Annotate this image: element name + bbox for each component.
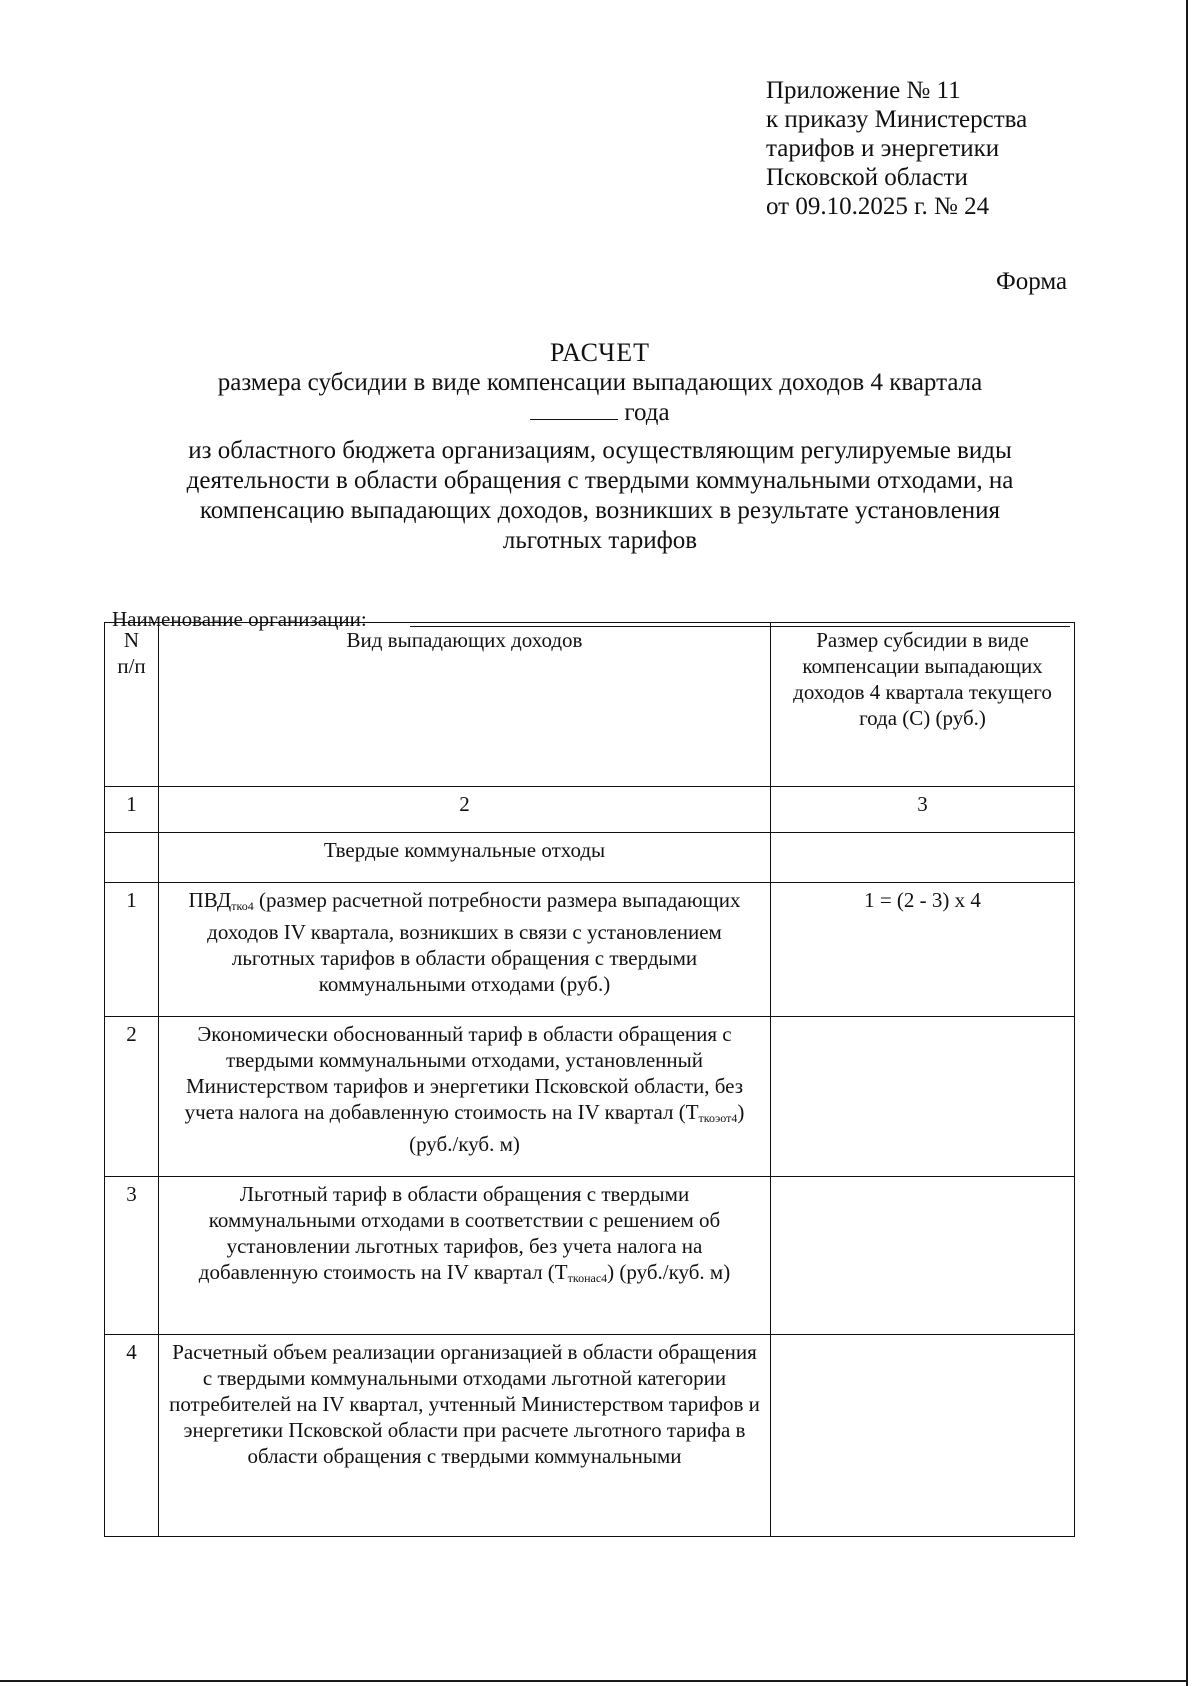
form-label: Форма — [996, 268, 1068, 295]
appendix-ministry: тарифов и энергетики — [766, 135, 1000, 162]
title-line-2: из областного бюджета организациям, осуществляющим регулируемые виды — [188, 437, 1012, 464]
appendix-header — [766, 76, 1166, 221]
row-value: 1 = (2 - 3) х 4 — [771, 883, 1075, 1017]
row-text-post: ) (руб./куб. м) — [409, 1100, 745, 1156]
appendix-number: Приложение № 11 — [766, 77, 961, 104]
table-row — [105, 1335, 1075, 1537]
title-line-1: размера субсидии в виде компенсации выпадающих доходов 4 квартала — [217, 369, 983, 396]
title-line-3: деятельности в области обращения с твердыми коммунальными отходами, на — [186, 467, 1014, 494]
appendix-date: от 09.10.2025 г. № 24 — [766, 193, 990, 220]
header-subsidy-amount: Размер субсидии в виде компенсации выпадающих доходов 4 квартала текущего года (С) (руб.) — [771, 623, 1075, 787]
table-row — [105, 1177, 1075, 1335]
row-value — [771, 1177, 1075, 1335]
title-line-4: компенсацию выпадающих доходов, возникших в результате установления — [199, 497, 1001, 524]
row-text-pre: Экономически обоснованный тариф в области обращения с твердыми коммунальными отходами, установленный Министерством тарифов и энергетики Псковской области, без учета налога на добавленную стоимость на IV квартал (Т — [184, 1022, 744, 1124]
title-year-suffix: года — [624, 399, 670, 426]
table-section-row — [105, 833, 1075, 883]
title-year-line — [100, 398, 1100, 428]
scan-edge-right — [1186, 0, 1188, 1686]
title-line-5: льготных тарифов — [502, 527, 698, 554]
row-text-pre: Льготный тариф в области обращения с твердыми коммунальными отходами в соответствии с решением об установлении льготных тарифов, без учета налога на добавленную стоимость на IV квартал (Т — [198, 1182, 721, 1284]
header-income-type: Вид выпадающих доходов — [159, 623, 771, 787]
appendix-region: Псковской области — [766, 164, 968, 191]
row-text-subscript: ткоэот4 — [698, 1111, 738, 1125]
row-number: 4 — [105, 1335, 159, 1537]
row-number: 3 — [105, 1177, 159, 1335]
row-text-subscript: тко4 — [231, 899, 254, 913]
table-row — [105, 883, 1075, 1017]
row-text-post: ) (руб./куб. м) — [607, 1260, 731, 1284]
row-value — [771, 1017, 1075, 1177]
year-blank-field — [530, 399, 618, 420]
row-description — [159, 1177, 771, 1335]
scan-edge-bottom — [0, 1680, 1188, 1682]
section-empty-cell — [105, 833, 159, 883]
document-title-block — [100, 338, 1100, 556]
index-cell-1: 1 — [105, 787, 159, 833]
header-number-pp: п/п — [117, 654, 146, 678]
index-cell-2: 2 — [159, 787, 771, 833]
section-value-cell — [771, 833, 1075, 883]
row-text-post: (размер расчетной потребности размера выпадающих доходов IV квартала, возникших в связи с установлением льготных тарифов в области обращения с твердыми коммунальными отходами (руб.) — [207, 888, 741, 996]
header-number-n: N — [123, 628, 140, 652]
row-description: Расчетный объем реализации организацией в области обращения с твердыми коммунальными отходами льготной категории потребителей на IV квартал, учтенный Министерством тарифов и энергетики Псковской области при расчете льготного тарифа в области обращения с твердыми коммунальными — [159, 1335, 771, 1537]
table-index-row — [105, 787, 1075, 833]
index-cell-3: 3 — [771, 787, 1075, 833]
header-number-cell — [105, 623, 159, 787]
section-title: Твердые коммунальные отходы — [159, 833, 771, 883]
table-header-row — [105, 623, 1075, 787]
document-title: РАСЧЕТ — [550, 338, 650, 367]
appendix-order-ref: к приказу Министерства — [766, 106, 1028, 133]
row-description — [159, 1017, 771, 1177]
row-text-pre: ПВД — [188, 888, 232, 912]
organization-label: Наименование организации: — [112, 607, 367, 631]
row-number: 2 — [105, 1017, 159, 1177]
row-text-subscript: тконас4 — [567, 1271, 608, 1285]
row-value — [771, 1335, 1075, 1537]
row-number: 1 — [105, 883, 159, 1017]
table-row — [105, 1017, 1075, 1177]
row-description — [159, 883, 771, 1017]
calculation-table — [104, 622, 1075, 1537]
